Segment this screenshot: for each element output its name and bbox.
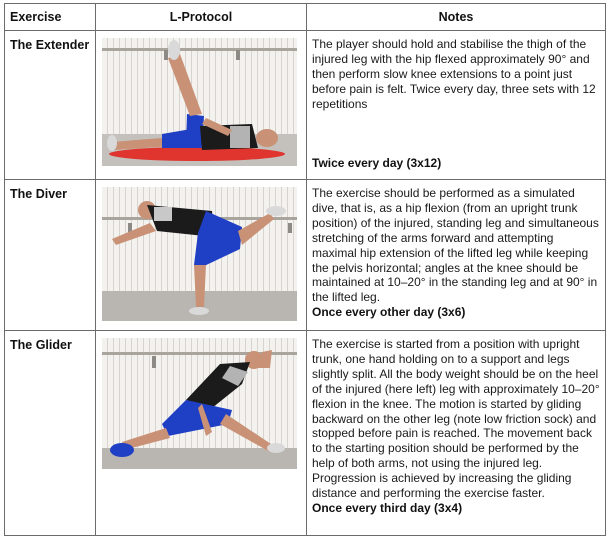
notes-text: The exercise should be performed as a simulated dive, that is, as a hip flexion (from an upright trunk position) of the injured, standing leg and simultaneous stretching of the arms forward and attempting maximal hip extension of the lifted leg while keeping the pelvis horizontal; angles at the knee should be maintained at 10–20° in the standing leg and at 90° in the lifted leg. <box>312 186 599 305</box>
header-exercise: Exercise <box>5 4 96 31</box>
notes-cell <box>307 180 606 331</box>
l-protocol-table <box>4 3 606 536</box>
notes-text: The player should hold and stabilise the thigh of the injured leg with the hip flexed approximately 90° and then perform slow knee extensions to a point just before pain is felt. Twice every day, three sets with 12 repetitions <box>312 37 596 111</box>
exercise-cell <box>5 331 96 536</box>
exercise-name: The Extender <box>10 38 90 52</box>
exercise-name: The Glider <box>10 338 72 352</box>
protocol-image-cell <box>96 331 307 536</box>
protocol-image-cell <box>96 31 307 180</box>
frequency-label: Twice every day (3x12) <box>312 155 442 170</box>
exercise-cell <box>5 31 96 180</box>
frequency-label: Once every other day (3x6) <box>312 305 466 320</box>
notes-text: The exercise is started from a position with upright trunk, one hand holding on to a support and legs slightly split. All the body weight should be on the heel of the injured (here left) leg with approximately 10–20° flexion in the knee. The motion is started by gliding backward on the other leg (note low friction sock) and stopped before pain is reached. The movement back to the starting position should be performed by the help of both arms, not using the injured leg. Progression is achieved by increasing the gliding distance and performing the exercise faster. <box>312 337 600 501</box>
table-row <box>5 331 606 536</box>
frequency-label: Once every third day (3x4) <box>312 500 463 515</box>
header-row <box>5 4 606 31</box>
table-row <box>5 180 606 331</box>
notes-cell <box>307 31 606 180</box>
notes-cell <box>307 331 606 536</box>
extender-exercise-photo <box>102 38 297 166</box>
header-protocol: L-Protocol <box>96 4 307 31</box>
glider-exercise-photo <box>102 338 297 469</box>
protocol-image-cell <box>96 180 307 331</box>
exercise-name: The Diver <box>10 187 67 201</box>
diver-exercise-photo <box>102 187 297 321</box>
table-row <box>5 31 606 180</box>
header-notes: Notes <box>307 4 606 31</box>
exercise-cell <box>5 180 96 331</box>
